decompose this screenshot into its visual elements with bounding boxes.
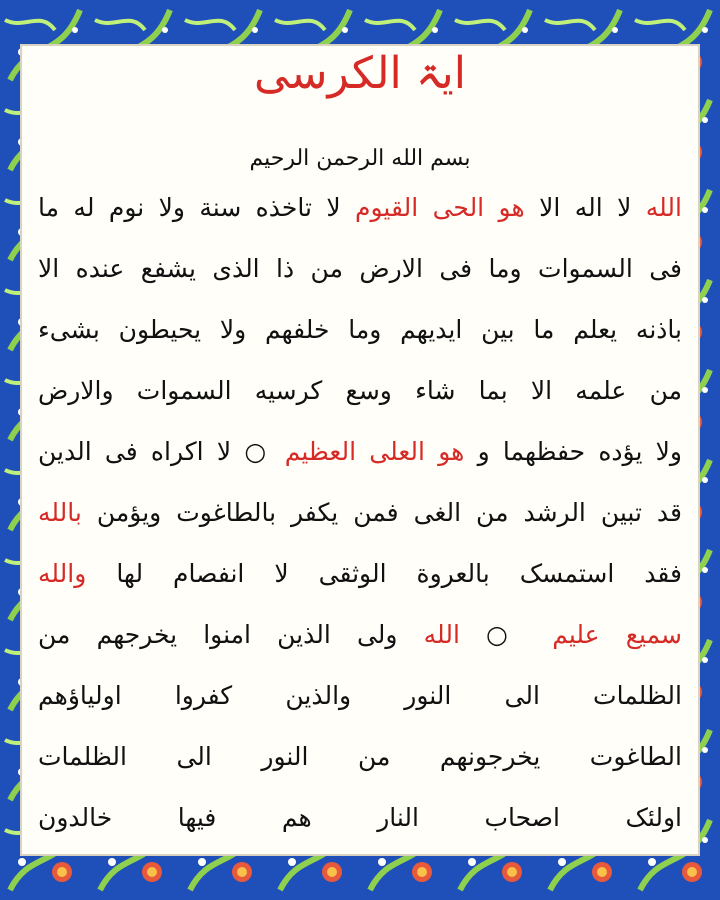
verse-line	[38, 422, 682, 482]
verse-text: الطاغوت یخرجونهم من النور الی الظلمات	[38, 742, 682, 771]
verse-line	[38, 178, 682, 238]
verse-text: لا اله الا	[524, 193, 646, 222]
verse-line	[38, 727, 682, 787]
verse-highlight: بالله	[38, 498, 82, 527]
verse-text: الظلمات الی النور والذین کفروا اولیاؤهم	[38, 681, 682, 710]
verse-line	[38, 605, 682, 665]
verse-highlight: والله	[38, 559, 87, 588]
verse-highlight: الله	[423, 620, 460, 649]
verse-text: ○	[459, 620, 553, 649]
verse-highlight: الله	[645, 193, 682, 222]
verse-text: فقد استمسک بالعروة الوثقی لا انفصام لها	[86, 559, 682, 588]
verse-line	[38, 361, 682, 421]
verse-line	[38, 544, 682, 604]
verse-line	[38, 666, 682, 726]
verse-highlight: سمیع علیم	[552, 620, 682, 649]
verse-text: ولی الذین امنوا یخرجهم من	[38, 620, 424, 649]
verse-highlight: هو العلی العظیم	[284, 437, 465, 466]
verse-line	[38, 239, 682, 299]
verse-text: لا تاخذه سنة ولا نوم له ما	[38, 193, 356, 222]
basmala-line: بسم الله الرحمن الرحیم	[249, 146, 471, 171]
verse-text: ○ لا اکراه فی الدین	[38, 437, 285, 466]
verse-text: باذنه یعلم ما بین ایدیهم وما خلفهم ولا یحیطون بشیء	[38, 315, 682, 344]
page-title: ایۃ الکرسی	[254, 48, 466, 99]
verse-text: اولئک اصحاب النار هم فیها خالدون	[38, 803, 682, 832]
verse-text: ولا یؤده حفظهما و	[464, 437, 682, 466]
verse-highlight: هو الحی القیوم	[355, 193, 525, 222]
verse-text: من علمه الا بما شاء وسع کرسیه السموات والارض	[38, 376, 682, 405]
verse-line	[38, 788, 682, 848]
verse-line	[38, 300, 682, 360]
verse-line	[38, 483, 682, 543]
verse-text: فی السموات وما فی الارض من ذا الذی یشفع عنده الا	[38, 254, 682, 283]
verse-text: قد تبین الرشد من الغی فمن یکفر بالطاغوت ویؤمن	[81, 498, 682, 527]
